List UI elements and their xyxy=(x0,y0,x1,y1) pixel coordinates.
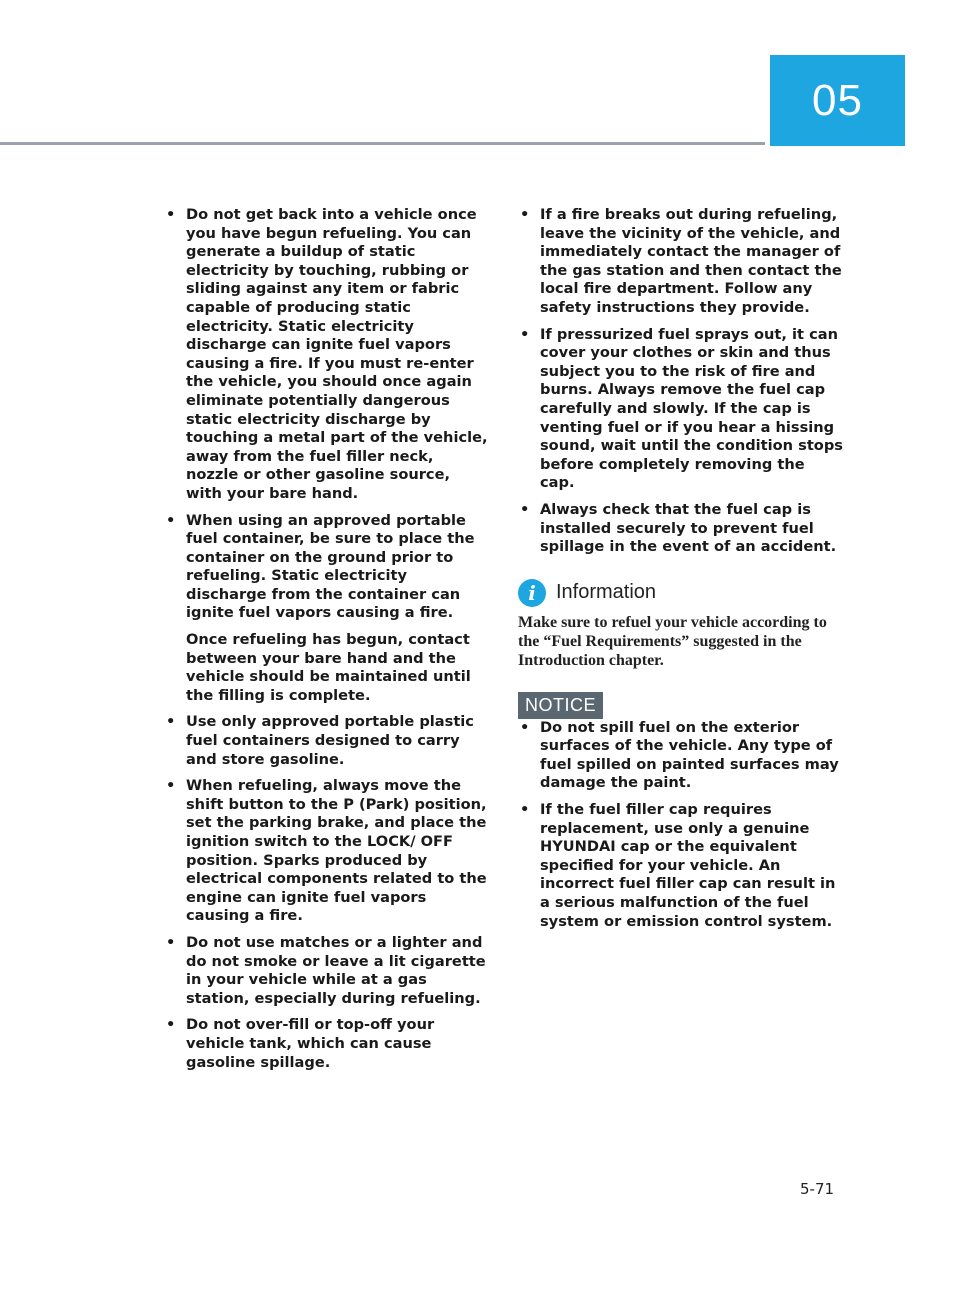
information-body: Make sure to refuel your vehicle according to the “Fuel Requirements” suggested in the Introduction chapter. xyxy=(518,613,827,669)
chapter-number: 05 xyxy=(812,75,863,125)
list-item xyxy=(514,801,844,931)
left-bullet-list xyxy=(160,206,490,1072)
list-item-text: Do not over-fill or top-off your vehicle tank, which can cause gasoline spillage. xyxy=(186,1016,435,1071)
bullet-icon: • xyxy=(166,933,176,951)
list-item-text: When using an approved portable fuel container, be sure to place the container on the ground prior to refueling. Static electricity discharge from the container can ignite fuel vapors causing a fire. xyxy=(186,511,475,622)
list-item xyxy=(514,501,844,557)
list-item-text: Use only approved portable plastic fuel containers designed to carry and store gasoline. xyxy=(186,713,474,768)
notice-badge: NOTICE xyxy=(518,692,603,719)
bullet-icon: • xyxy=(520,801,530,819)
list-item xyxy=(514,206,844,318)
bullet-icon: • xyxy=(520,206,530,223)
list-item-continuation: Once refueling has begun, contact between your bare hand and the vehicle should be maintained until the filling is complete. xyxy=(186,631,471,704)
bullet-icon: • xyxy=(520,500,530,518)
page-number: 5-71 xyxy=(800,1180,835,1198)
list-item xyxy=(160,206,490,504)
list-item xyxy=(160,1016,490,1072)
list-item-text: When refueling, always move the shift button to the P (Park) position, set the parking brake, and place the ignition switch to the LOCK/ OFF position. Sparks produced by electrical components related to the engine can ignite fuel vapors causing a fire. xyxy=(186,777,487,925)
list-item xyxy=(514,719,844,793)
list-item-text: If pressurized fuel sprays out, it can cover your clothes or skin and thus subject you to the risk of fire and burns. Always remove the fuel cap carefully and slowly. If the cap is venting fuel or if you hear a hissing sound, wait until the condition stops before completely removing the cap. xyxy=(540,325,843,492)
information-header xyxy=(518,579,844,607)
information-title: Information xyxy=(556,581,657,604)
list-item-text: If the fuel filler cap requires replacement, use only a genuine HYUNDAI cap or the equivalent specified for your vehicle. An incorrect fuel filler cap can result in a serious malfunction of the fuel system or emission control system. xyxy=(540,801,836,930)
list-item-text: Do not use matches or a lighter and do not smoke or leave a lit cigarette in your vehicle while at a gas station, especially during refueling. xyxy=(186,933,486,1007)
list-item xyxy=(160,512,490,706)
list-item-text: If a fire breaks out during refueling, leave the vicinity of the vehicle, and immediately contact the manager of the gas station and then contact the local fire department. Follow any safety instructions they provide. xyxy=(540,206,842,316)
bullet-icon: • xyxy=(166,206,176,223)
right-bullet-list xyxy=(514,206,844,557)
list-item xyxy=(514,326,844,493)
list-item-text: Always check that the fuel cap is installed securely to prevent fuel spillage in the event of an accident. xyxy=(540,500,837,556)
bullet-icon: • xyxy=(520,718,530,736)
bullet-icon: • xyxy=(166,777,176,795)
bullet-icon: • xyxy=(166,713,176,731)
right-column xyxy=(514,206,844,939)
info-icon: i xyxy=(518,579,546,607)
bullet-icon: • xyxy=(166,511,176,529)
list-item xyxy=(160,713,490,769)
list-item xyxy=(160,777,490,926)
list-item-text: Do not spill fuel on the exterior surfaces of the vehicle. Any type of fuel spilled on painted surfaces may damage the paint. xyxy=(540,718,839,792)
bullet-icon: • xyxy=(520,325,530,343)
notice-bullet-list xyxy=(514,719,844,932)
chapter-tab xyxy=(770,55,905,146)
left-column xyxy=(160,206,490,1080)
bullet-icon: • xyxy=(166,1016,176,1034)
list-item-text: Do not get back into a vehicle once you have begun refueling. You can generate a buildup of static electricity by touching, rubbing or sliding against any item or fabric capable of producing static electricity. Static electricity discharge can ignite fuel vapors causing a fire. If you must re-enter the vehicle, you should once again eliminate potentially dangerous static electricity discharge by touching a metal part of the vehicle, away from the fuel filler neck, nozzle or other gasoline source, with your bare hand. xyxy=(186,206,488,502)
list-item xyxy=(160,934,490,1008)
header-rule xyxy=(0,142,765,145)
